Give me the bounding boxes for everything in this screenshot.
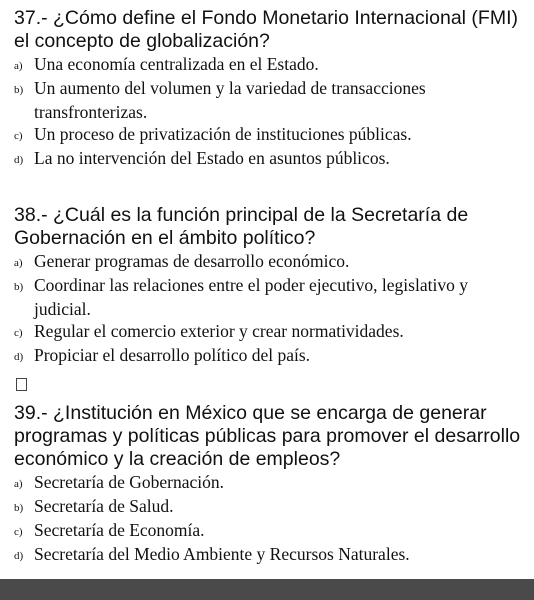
bottom-bar bbox=[0, 579, 534, 600]
option-b[interactable] bbox=[14, 77, 528, 123]
option-d[interactable] bbox=[14, 543, 528, 567]
option-letter: d) bbox=[14, 351, 24, 363]
empty-checkbox[interactable] bbox=[16, 378, 27, 391]
option-text: Regular el comercio exterior y crear normatividades. bbox=[34, 321, 404, 341]
option-b[interactable] bbox=[14, 274, 528, 320]
option-d[interactable] bbox=[14, 147, 528, 171]
option-c[interactable] bbox=[14, 123, 528, 147]
option-text: Secretaría de Salud. bbox=[34, 496, 174, 516]
option-text: Un aumento del volumen y la variedad de transacciones transfronterizas. bbox=[34, 78, 426, 122]
option-letter: c) bbox=[14, 526, 23, 538]
option-letter: c) bbox=[14, 327, 23, 339]
option-d[interactable] bbox=[14, 344, 528, 368]
option-letter: c) bbox=[14, 130, 23, 142]
option-letter: a) bbox=[14, 60, 23, 72]
option-letter: b) bbox=[14, 502, 24, 514]
option-text: Secretaría del Medio Ambiente y Recursos Naturales. bbox=[34, 544, 410, 564]
option-letter: a) bbox=[14, 478, 23, 490]
option-text: Generar programas de desarrollo económico. bbox=[34, 251, 350, 271]
option-text: Secretaría de Gobernación. bbox=[34, 472, 224, 492]
option-letter: d) bbox=[14, 550, 24, 562]
option-text: Coordinar las relaciones entre el poder ejecutivo, legislativo y judicial. bbox=[34, 275, 468, 319]
option-a[interactable] bbox=[14, 250, 528, 274]
option-text: Propiciar el desarrollo político del país. bbox=[34, 345, 311, 365]
option-letter: d) bbox=[14, 154, 24, 166]
option-a[interactable] bbox=[14, 471, 528, 495]
option-letter: b) bbox=[14, 281, 24, 293]
question-37 bbox=[14, 7, 528, 171]
option-c[interactable] bbox=[14, 320, 528, 344]
option-letter: b) bbox=[14, 84, 24, 96]
question-38 bbox=[14, 204, 528, 368]
option-letter: a) bbox=[14, 257, 23, 269]
option-text: Una economía centralizada en el Estado. bbox=[34, 54, 319, 74]
option-text: Secretaría de Economía. bbox=[34, 520, 205, 540]
option-b[interactable] bbox=[14, 495, 528, 519]
question-text: 37.- ¿Cómo define el Fondo Monetario Internacional (FMI) el concepto de globalización? bbox=[14, 7, 518, 52]
question-39 bbox=[14, 402, 528, 567]
question-text: 39.- ¿Institución en México que se encarga de generar programas y políticas públicas para promover el desarrollo económico y la creación de empleos? bbox=[14, 402, 521, 470]
option-text: Un proceso de privatización de instituciones públicas. bbox=[34, 124, 412, 144]
question-text: 38.- ¿Cuál es la función principal de la Secretaría de Gobernación en el ámbito político? bbox=[14, 204, 469, 249]
option-c[interactable] bbox=[14, 519, 528, 543]
option-a[interactable] bbox=[14, 53, 528, 77]
option-text: La no intervención del Estado en asuntos públicos. bbox=[34, 148, 390, 168]
